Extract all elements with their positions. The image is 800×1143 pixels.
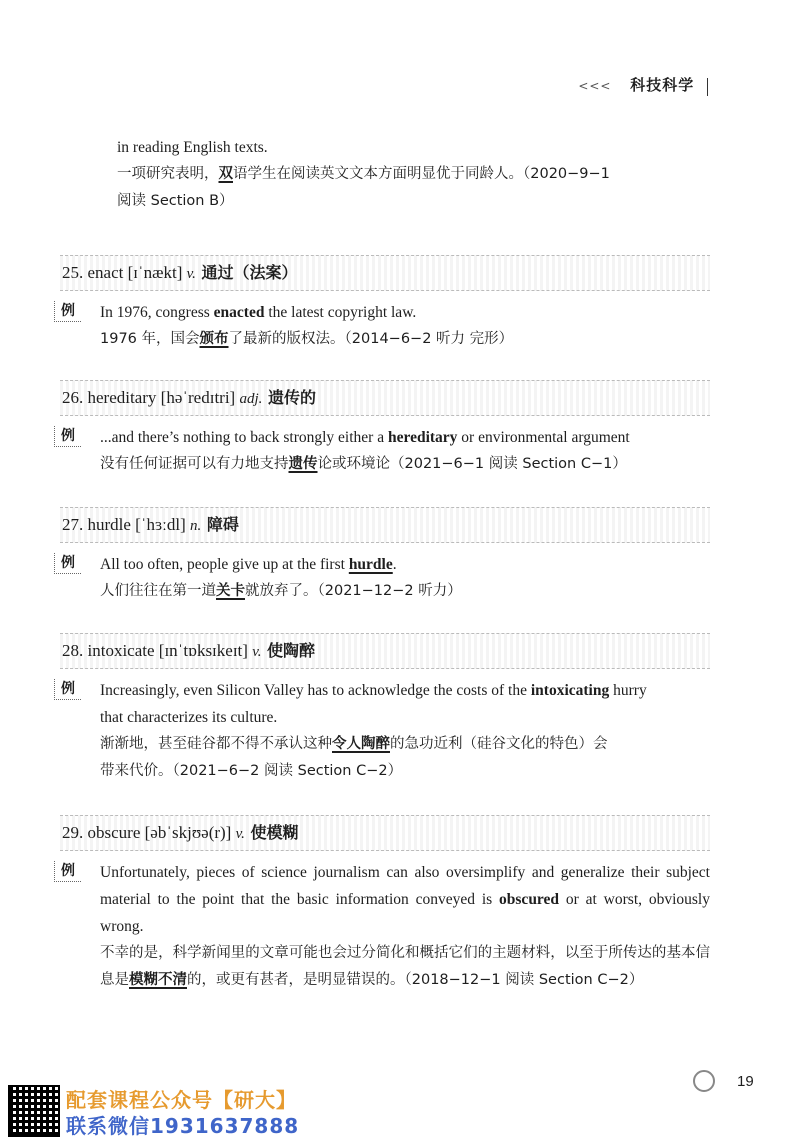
entry-head: 29. obscure [əbˈskjʊə(r)] v. 使模糊 xyxy=(60,815,710,851)
vocab-entry-25 xyxy=(60,255,710,353)
entry-head: 28. intoxicate [ɪnˈtɒksɪkeɪt] v. 使陶醉 xyxy=(60,633,710,669)
example-zh: 人们往往在第一道关卡就放弃了。（2021−12−2 听力） xyxy=(100,583,462,599)
example-badge: 例 xyxy=(54,426,81,447)
example-zh: 不幸的是，科学新闻里的文章可能也会过分简化和概括它们的主题材料，以至于所传达的基本信息是模糊不清的，或更有甚者，是明显错误的。（2018−12−1 阅读 Section C−2） xyxy=(100,945,710,988)
example-badge: 例 xyxy=(54,861,81,882)
example-zh-line2: 带来代价。（2021−6−2 阅读 Section C−2） xyxy=(100,763,403,779)
vocab-entry-29 xyxy=(60,815,710,994)
header-divider xyxy=(707,78,708,96)
example-en: Increasingly, even Silicon Valley has to acknowledge the costs of the intoxicating hurry xyxy=(100,682,647,699)
page-ornament-icon xyxy=(693,1070,715,1092)
promo-line-1: 配套课程公众号【研大】 xyxy=(66,1088,297,1112)
example-block xyxy=(60,299,710,353)
example-block xyxy=(60,677,710,785)
example-en: All too often, people give up at the first hurdle. xyxy=(100,556,397,573)
vocab-entry-28 xyxy=(60,633,710,785)
intro-zh: 一项研究表明，双语学生在阅读英文文本方面明显优于同龄人。（2020−9−1 xyxy=(117,166,610,182)
intro-zh-line2: 阅读 Section B） xyxy=(117,193,234,209)
example-zh: 1976 年，国会颁布了最新的版权法。（2014−6−2 听力 完形） xyxy=(100,331,514,347)
entry-head: 26. hereditary [həˈredɪtri] adj. 遗传的 xyxy=(60,380,710,416)
header-arrows: <<< xyxy=(578,79,612,93)
page-number: 19 xyxy=(737,1073,754,1090)
intro-en: in reading English texts. xyxy=(117,139,268,156)
highlight-word: 双 xyxy=(218,166,233,182)
qr-code-icon xyxy=(8,1085,60,1137)
intro-continuation xyxy=(117,134,717,215)
example-block xyxy=(60,424,710,478)
example-en: ...and there’s nothing to back strongly either a hereditary or environmental argument xyxy=(100,429,630,446)
example-badge: 例 xyxy=(54,679,81,700)
example-badge: 例 xyxy=(54,553,81,574)
example-badge: 例 xyxy=(54,301,81,322)
example-zh: 没有任何证据可以有力地支持遗传论或环境论（2021−6−1 阅读 Section C−1） xyxy=(100,456,627,472)
example-en: In 1976, congress enacted the latest copyright law. xyxy=(100,304,417,321)
vocab-entry-26 xyxy=(60,380,710,478)
example-en-line2: that characterizes its culture. xyxy=(100,709,278,726)
example-zh: 渐渐地，甚至硅谷都不得不承认这种令人陶醉的急功近利（硅谷文化的特色）会 xyxy=(100,736,608,752)
entry-head: 27. hurdle [ˈhɜːdl] n. 障碍 xyxy=(60,507,710,543)
running-header xyxy=(578,74,708,96)
example-block xyxy=(60,551,710,605)
example-en: Unfortunately, pieces of science journalism can also oversimplify and generalize their subject material to the point that the basic information conveyed is obscured or at worst, obviously wrong. xyxy=(100,864,710,935)
entry-head: 25. enact [ɪˈnækt] v. 通过（法案） xyxy=(60,255,710,291)
chapter-title: 科技科学 xyxy=(630,76,695,94)
promo-line-2: 联系微信1931637888 xyxy=(66,1114,300,1138)
example-block xyxy=(60,859,710,994)
vocab-entry-27 xyxy=(60,507,710,605)
